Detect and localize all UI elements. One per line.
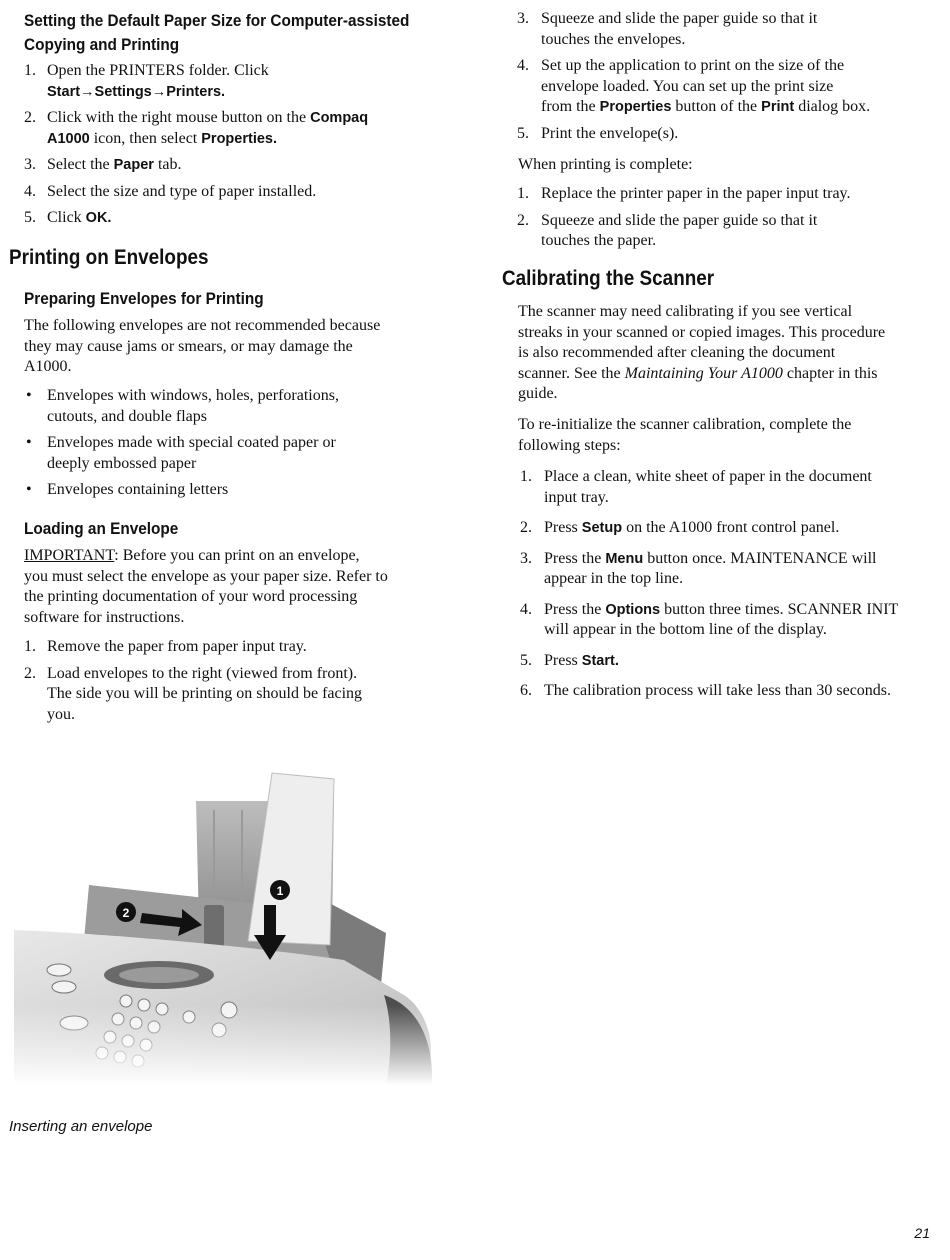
- step-number: 2.: [24, 109, 36, 126]
- step-number: 5.: [24, 209, 36, 226]
- list-item: [24, 480, 444, 501]
- step-text: dialog box.: [794, 98, 871, 115]
- text-line: software for instructions.: [24, 608, 185, 626]
- step-bold: OK.: [85, 210, 112, 226]
- step-text: Select the size and type of paper installed.: [47, 182, 317, 200]
- text-line: scanner. See the: [518, 364, 625, 382]
- text-line: Envelopes made with special coated paper or: [47, 434, 336, 451]
- step-text: Press: [544, 651, 582, 669]
- step-text: button of the: [671, 98, 762, 115]
- page-number: 21: [914, 1225, 930, 1241]
- step-number: 1.: [24, 638, 36, 655]
- step-text: will appear in the bottom line of the display.: [544, 621, 827, 638]
- step-bold: Options: [605, 601, 661, 618]
- step-text: envelope loaded. You can set up the print size: [541, 77, 834, 95]
- text-line: deeply embossed paper: [47, 454, 197, 472]
- load-steps: [24, 637, 444, 725]
- text-line: streaks in your scanned or copied images. This procedure: [518, 323, 886, 341]
- list-item: [24, 433, 444, 474]
- step-number: 5.: [520, 651, 532, 669]
- bullet-icon: •: [26, 387, 32, 404]
- text-line: A1000.: [24, 358, 72, 375]
- calibrating-instructions: [518, 415, 938, 456]
- section-title: Printing on Envelopes: [9, 246, 209, 269]
- step-text: The side you will be printing on should be facing: [47, 685, 363, 702]
- figure-caption: Inserting an envelope: [9, 1118, 153, 1135]
- text-line: cutouts, and double flaps: [47, 407, 207, 425]
- step-number: 4.: [24, 182, 36, 200]
- step-text: button once. MAINTENANCE will: [643, 549, 877, 567]
- cont-steps: [517, 9, 937, 144]
- step-text: Squeeze and slide the paper guide so that it: [541, 211, 818, 229]
- step-text: Press the: [544, 600, 606, 618]
- step-text: Remove the paper from paper input tray.: [47, 638, 307, 655]
- text-line: To re-initialize the scanner calibration, complete the: [518, 416, 852, 433]
- step-text: Replace the printer paper in the paper input tray.: [541, 185, 851, 202]
- text-line: Envelopes with windows, holes, perforations,: [47, 387, 339, 404]
- bullet-icon: •: [26, 434, 32, 451]
- step-text: Load envelopes to the right (viewed from front).: [47, 664, 358, 682]
- list-item: [520, 518, 940, 539]
- step-text: Click with the right mouse button on the: [47, 109, 311, 126]
- step-number: 2.: [520, 519, 532, 536]
- text-line: The following envelopes are not recommended because: [24, 317, 381, 334]
- envelopes-intro: [24, 316, 444, 378]
- list-item: [517, 56, 937, 118]
- section-heading: [502, 265, 738, 293]
- text-line: When printing is complete:: [518, 156, 693, 173]
- text-line: you must select the envelope as your paper size. Refer to: [24, 567, 388, 585]
- step-number: 1.: [517, 185, 529, 202]
- step-number: 4.: [517, 57, 529, 74]
- step-text: Click: [47, 209, 86, 226]
- step-number: 6.: [520, 682, 532, 699]
- heading-line: Setting the Default Paper Size for Computer-assisted: [24, 12, 410, 30]
- subsection-title: Preparing Envelopes for Printing: [24, 290, 264, 308]
- text-line: guide.: [518, 385, 558, 402]
- text-line: The scanner may need calibrating if you see vertical: [518, 303, 853, 320]
- step-number: 2.: [517, 211, 529, 229]
- list-item: [24, 637, 444, 658]
- step-text: touches the envelopes.: [541, 30, 686, 48]
- step-bold: A1000: [47, 130, 90, 147]
- step-number: 1.: [24, 62, 36, 79]
- text-line: is also recommended after cleaning the document: [518, 344, 836, 361]
- step-bold: Menu: [605, 550, 644, 567]
- step-bold: Paper: [113, 157, 154, 173]
- text-line: following steps:: [518, 436, 621, 454]
- complete-steps: [517, 184, 937, 252]
- list-item: [24, 108, 444, 149]
- when-complete-text: [518, 155, 693, 176]
- bullet-icon: •: [26, 481, 32, 498]
- step-number: 5.: [517, 124, 529, 142]
- list-item: [517, 184, 937, 205]
- step-text: Press: [544, 519, 582, 536]
- step-bold: Start→Settings→Printers.: [47, 83, 226, 100]
- step-text: Open the PRINTERS folder. Click: [47, 62, 269, 79]
- list-item: [520, 600, 940, 641]
- list-item: [24, 208, 444, 229]
- step-text: Print the envelope(s).: [541, 124, 679, 142]
- step-bold: Compaq: [310, 110, 369, 126]
- list-item: [24, 182, 444, 203]
- step-bold: Print: [761, 99, 795, 115]
- step-text: icon, then select: [89, 129, 202, 147]
- step-text: touches the paper.: [541, 232, 657, 249]
- step-number: 3.: [24, 156, 36, 173]
- step-text: The calibration process will take less than 30 seconds.: [544, 682, 892, 699]
- subsection-heading: [24, 517, 190, 541]
- bullet-list: [24, 386, 444, 501]
- important-label: IMPORTANT: [24, 547, 115, 564]
- step-bold: Properties.: [201, 130, 277, 147]
- step-number: 3.: [520, 549, 532, 567]
- step-bold: Start.: [581, 652, 619, 669]
- step-text: Press the: [544, 549, 606, 567]
- step-text: Set up the application to print on the size of the: [541, 57, 845, 74]
- step-text: from the: [541, 98, 600, 115]
- section-heading: [9, 244, 231, 272]
- step-bold: Setup: [581, 520, 623, 536]
- list-item: [520, 651, 940, 672]
- default-paper-heading: [24, 9, 444, 57]
- list-item: [24, 61, 444, 102]
- step-text: you.: [47, 705, 75, 723]
- list-item: [520, 467, 940, 508]
- step-number: 2.: [24, 664, 36, 682]
- subsection-title: Loading an Envelope: [24, 520, 179, 538]
- step-text: input tray.: [544, 488, 609, 506]
- step-number: 3.: [517, 10, 529, 27]
- printer-illustration: [14, 765, 439, 1085]
- text-line: the printing documentation of your word processing: [24, 588, 358, 605]
- step-number: 1.: [520, 468, 532, 485]
- chapter-reference: Maintaining Your A1000: [624, 364, 783, 382]
- list-item: [517, 211, 937, 252]
- step-number: 4.: [520, 600, 532, 618]
- list-item: [517, 124, 937, 145]
- list-item: [520, 681, 940, 702]
- list-item: [24, 386, 444, 427]
- heading-line: Copying and Printing: [24, 36, 180, 54]
- list-item: [520, 549, 940, 590]
- step-text: Squeeze and slide the paper guide so that it: [541, 10, 818, 27]
- text-line: they may cause jams or smears, or may damage the: [24, 337, 353, 355]
- list-item: [517, 9, 937, 50]
- text-line: chapter in this: [782, 364, 878, 382]
- step-text: Place a clean, white sheet of paper in the document: [544, 468, 872, 485]
- step-text: button three times. SCANNER INIT: [660, 600, 899, 618]
- subsection-heading: [24, 287, 282, 311]
- step-bold: Properties: [599, 99, 672, 115]
- step-text: tab.: [153, 156, 182, 173]
- list-item: [24, 664, 444, 726]
- step-text: appear in the top line.: [544, 570, 684, 587]
- step-text: Select the: [47, 156, 114, 173]
- text-line: : Before you can print on an envelope,: [114, 547, 360, 564]
- calibrating-steps: [520, 467, 940, 702]
- list-item: [24, 155, 444, 176]
- section-title: Calibrating the Scanner: [502, 267, 715, 290]
- step-text: on the A1000 front control panel.: [622, 519, 840, 536]
- default-paper-steps: [24, 61, 444, 229]
- text-line: Envelopes containing letters: [47, 481, 229, 498]
- calibrating-intro: [518, 302, 938, 405]
- important-note: [24, 546, 444, 628]
